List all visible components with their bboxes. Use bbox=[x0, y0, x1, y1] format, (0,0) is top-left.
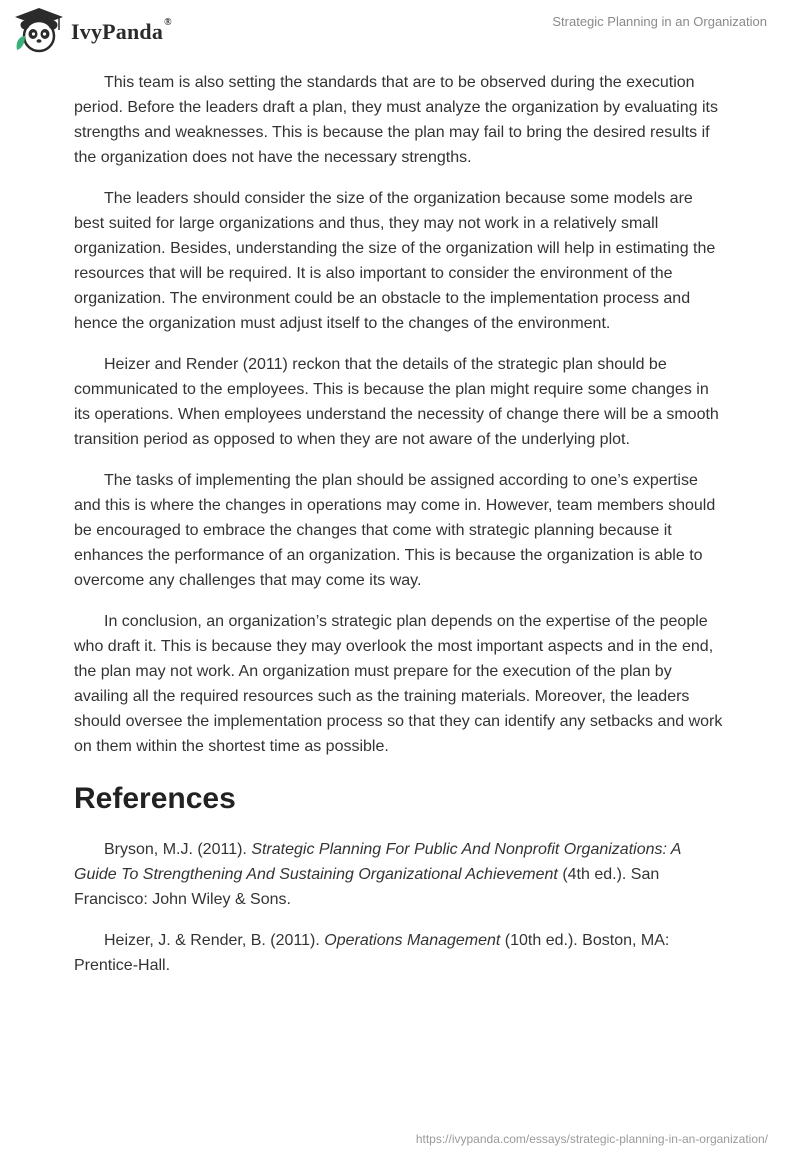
reference-title: Operations Management bbox=[324, 932, 501, 949]
body-paragraph: The tasks of implementing the plan should be assigned according to one’s expertise and this is where the changes in operations may come in. However, team members should be encouraged to embrace the changes that come with strategic planning because it enhances the performance of an organization. This is because the organization is able to overcome any challenges that may come its way. bbox=[74, 472, 716, 589]
source-url[interactable]: https://ivypanda.com/essays/strategic-planning-in-an-organization/ bbox=[415, 1132, 768, 1146]
body-paragraph: The leaders should consider the size of the organization because some models are best suited for large organizations and thus, they may not work in a relatively small organization. Besides, understanding the size of the organization will help in estimating the resources that will be required. It is also important to consider the environment of the organization. The environment could be an obstacle to the implementation process and hence the organization must adjust itself to the changes of the environment. bbox=[74, 190, 716, 332]
panda-graduate-icon bbox=[13, 6, 65, 54]
body-paragraph: In conclusion, an organization’s strategic plan depends on the expertise of the people who draft it. This is because they may overlook the most important aspects and in the end, the plan may not work. An organization must prepare for the execution of the plan by availing all the required resources such as the training materials. Moreover, the leaders should oversee the implementation process so that they can identify any setbacks and work on them within the shortest time as possible. bbox=[74, 613, 723, 755]
ivypanda-logo[interactable] bbox=[13, 6, 172, 54]
references-heading: References bbox=[74, 782, 236, 815]
page-header bbox=[0, 0, 800, 60]
brand-name: IvyPanda® bbox=[71, 17, 172, 44]
reference-title: Strategic Planning For Public And Nonprofit Organizations: A Guide To Strengthening And Sustaining Organizational Achievement bbox=[74, 841, 681, 883]
reference-item: Bryson, M.J. (2011). Strategic Planning For Public And Nonprofit Organizations: A Guide To Strengthening And Sustaining Organizational Achievement (4th ed.). San Francisco: John Wiley & Sons. bbox=[74, 841, 681, 908]
reference-item: Heizer, J. & Render, B. (2011). Operations Management (10th ed.). Boston, MA: Prentice-Hall. bbox=[74, 932, 670, 974]
document-title: Strategic Planning in an Organization bbox=[552, 14, 767, 29]
essay-content bbox=[74, 70, 726, 994]
body-paragraph: This team is also setting the standards that are to be observed during the execution period. Before the leaders draft a plan, they must analyze the organization by evaluating its strengths and weaknesses. This is because the plan may fail to bring the desired results if the organization does not have the necessary strengths. bbox=[74, 74, 718, 166]
body-paragraph: Heizer and Render (2011) reckon that the details of the strategic plan should be communicated to the employees. This is because the plan might require some changes in its operations. When employees understand the necessity of change there will be a smooth transition period as opposed to when they are not aware of the underlying plot. bbox=[74, 356, 719, 448]
